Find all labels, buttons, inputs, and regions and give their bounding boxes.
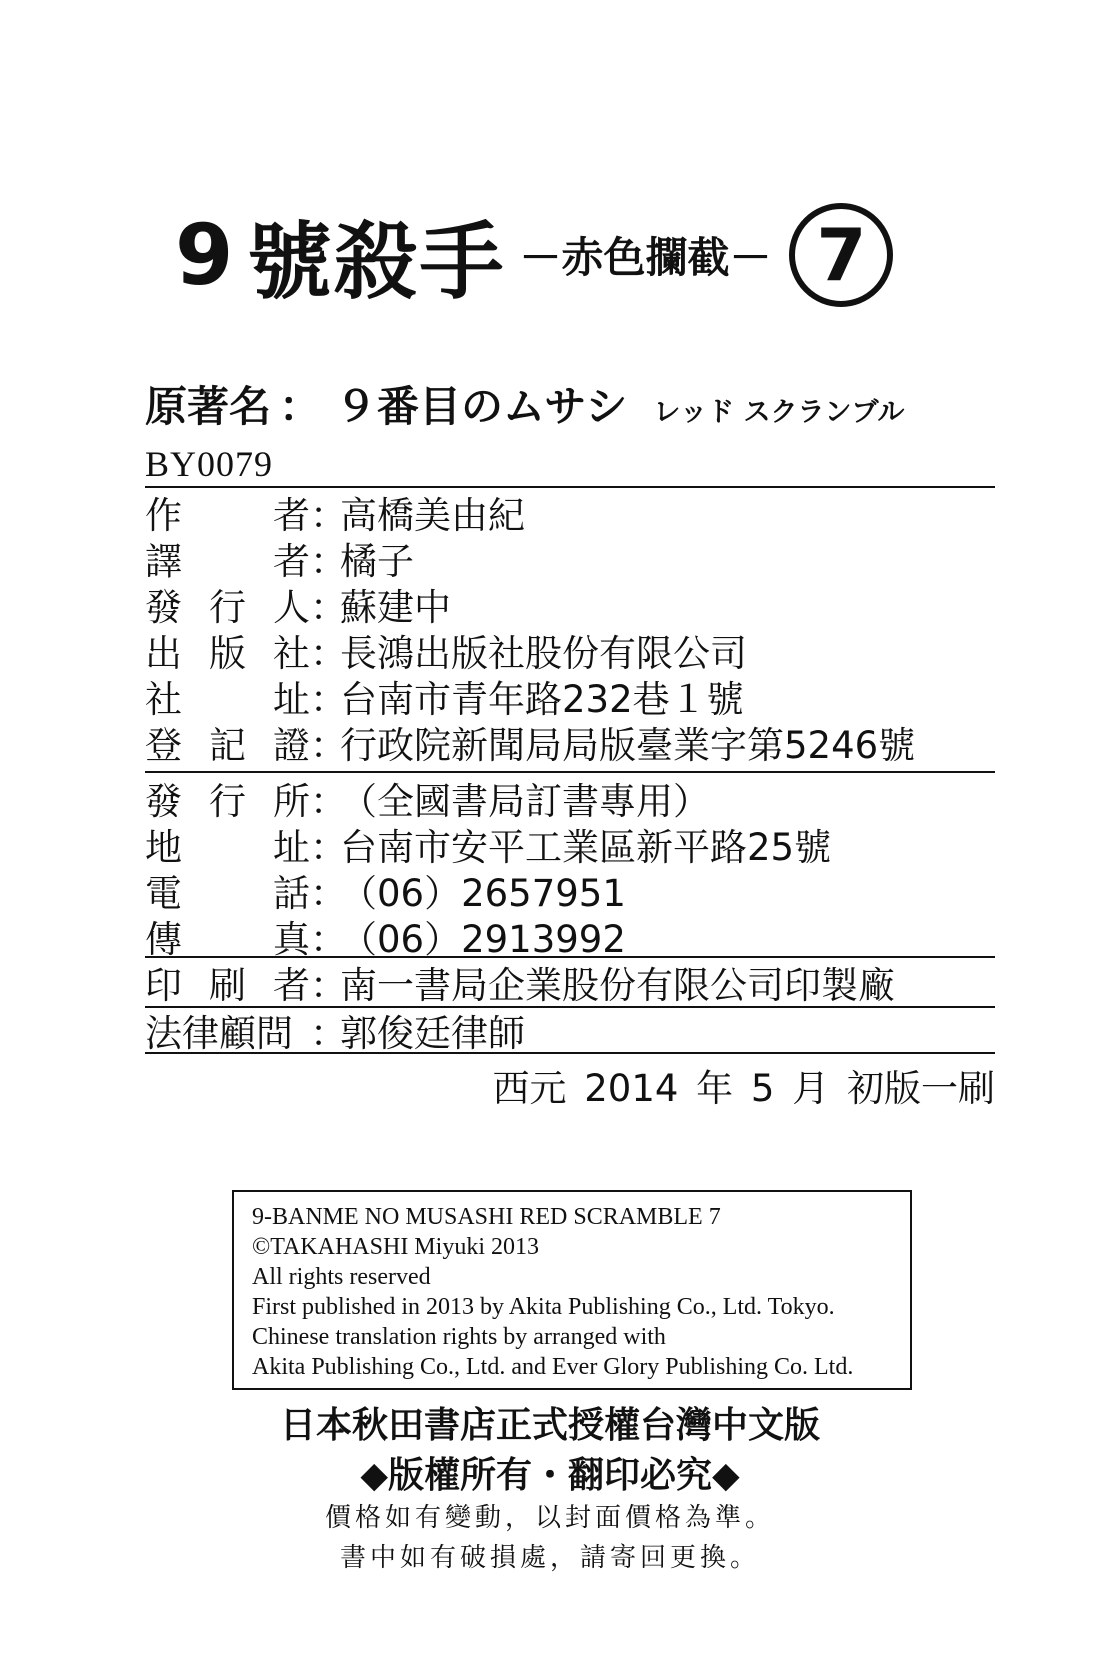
info-value: 郭俊廷律師 <box>340 1012 525 1055</box>
info-value: 南一書局企業股份有限公司印製廠 <box>340 964 895 1007</box>
info-label-part: 電 <box>145 872 182 915</box>
info-label-part: 刷 <box>209 964 246 1007</box>
info-colon: ： <box>310 632 347 675</box>
edition-line: 西元 2014 年 5 月 初版一刷 <box>492 1067 995 1110</box>
info-label-part: 法律顧問 <box>145 1012 293 1055</box>
info-label-part: 譯 <box>145 540 182 583</box>
book-title <box>175 200 893 310</box>
info-label-part: 真 <box>273 918 310 961</box>
info-label-part: 社 <box>145 678 182 721</box>
info-label <box>145 1003 310 1057</box>
copyright-line: 9-BANME NO MUSASHI RED SCRAMBLE 7 <box>252 1204 721 1230</box>
book-code: BY0079 <box>145 444 274 484</box>
info-label-part: 行 <box>209 780 246 823</box>
info-row <box>145 720 916 767</box>
info-label-part: 址 <box>273 678 310 721</box>
info-row <box>145 490 525 537</box>
info-value: 蘇建中 <box>340 586 451 629</box>
info-colon: ： <box>310 678 347 721</box>
info-value: 長鴻出版社股份有限公司 <box>340 632 747 675</box>
original-title-sub: レッド スクランブル <box>653 397 905 428</box>
title-number: 9 <box>175 206 234 304</box>
info-label-part: 證 <box>273 724 310 767</box>
info-row <box>145 582 451 629</box>
info-colon: ： <box>310 780 347 823</box>
info-label-part: 話 <box>273 872 310 915</box>
info-label-part: 出 <box>145 632 182 675</box>
info-colon: ： <box>310 494 347 537</box>
info-label-part: 登 <box>145 724 182 767</box>
info-row <box>145 776 710 823</box>
info-value: （06）2657951 <box>340 872 626 915</box>
info-colon: ： <box>310 964 347 1007</box>
info-colon: ： <box>310 826 347 869</box>
damage-note: 書中如有破損處，請寄回更換。 <box>339 1543 760 1573</box>
info-row <box>145 914 626 961</box>
info-label-part: 傳 <box>145 918 182 961</box>
info-value: 行政院新聞局局版臺業字第5246號 <box>340 724 916 767</box>
info-label-part: 作 <box>145 494 182 537</box>
info-row <box>145 674 744 721</box>
copyright-line: Chinese translation rights by arranged with <box>252 1324 666 1350</box>
info-label-part: 址 <box>273 826 310 869</box>
info-label-part: 者 <box>273 540 310 583</box>
info-label-part: 行 <box>209 586 246 629</box>
info-row <box>145 868 626 915</box>
copyright-line: First published in 2013 by Akita Publishing Co., Ltd. Tokyo. <box>252 1294 835 1320</box>
info-value: 台南市安平工業區新平路25號 <box>340 826 832 869</box>
info-colon: ： <box>310 1012 347 1055</box>
original-title-main: ９番目のムサシ <box>335 382 628 431</box>
rights-notice: ◆版權所有・翻印必究◆ <box>360 1455 740 1496</box>
info-value: 橘子 <box>340 540 414 583</box>
info-label-part: 者 <box>273 964 310 1007</box>
info-label-part: 印 <box>145 964 182 1007</box>
info-colon: ： <box>310 872 347 915</box>
info-label-part: 者 <box>273 494 310 537</box>
original-title-colon: ： <box>279 382 322 431</box>
info-label-part: 人 <box>273 586 310 629</box>
info-label-part: 社 <box>273 632 310 675</box>
info-label-part: 版 <box>209 632 246 675</box>
info-label <box>145 955 310 1009</box>
info-colon: ： <box>310 540 347 583</box>
info-row <box>145 628 747 675</box>
info-row <box>145 536 414 583</box>
title-main: 號殺手 <box>247 212 506 311</box>
original-title-label: 原著名 <box>145 382 272 431</box>
info-row <box>145 960 895 1007</box>
info-value: （06）2913992 <box>340 918 626 961</box>
original-title <box>145 374 904 434</box>
copyright-line: All rights reserved <box>252 1264 431 1290</box>
copyright-box <box>232 1190 912 1390</box>
info-label-part: 發 <box>145 586 182 629</box>
info-row <box>145 1008 525 1055</box>
info-colon: ： <box>310 918 347 961</box>
info-colon: ： <box>310 586 347 629</box>
info-colon: ： <box>310 724 347 767</box>
info-label-part: 所 <box>273 780 310 823</box>
info-label-part: 地 <box>145 826 182 869</box>
price-note: 價格如有變動，以封面價格為準。 <box>324 1503 775 1533</box>
authorization-line: 日本秋田書店正式授權台灣中文版 <box>279 1405 820 1446</box>
volume-number: 7 <box>789 203 893 307</box>
info-label <box>145 715 310 769</box>
info-label-part: 發 <box>145 780 182 823</box>
info-value: 高橋美由紀 <box>340 494 525 537</box>
info-value: 台南市青年路232巷１號 <box>340 678 744 721</box>
info-row <box>145 822 832 869</box>
copyright-line: ©TAKAHASHI Miyuki 2013 <box>252 1234 539 1260</box>
copyright-line: Akita Publishing Co., Ltd. and Ever Glory Publishing Co. Ltd. <box>252 1354 854 1380</box>
title-subtitle: －赤色攔截－ <box>519 233 772 282</box>
info-value: （全國書局訂書專用） <box>340 780 710 823</box>
info-label-part: 記 <box>209 724 246 767</box>
